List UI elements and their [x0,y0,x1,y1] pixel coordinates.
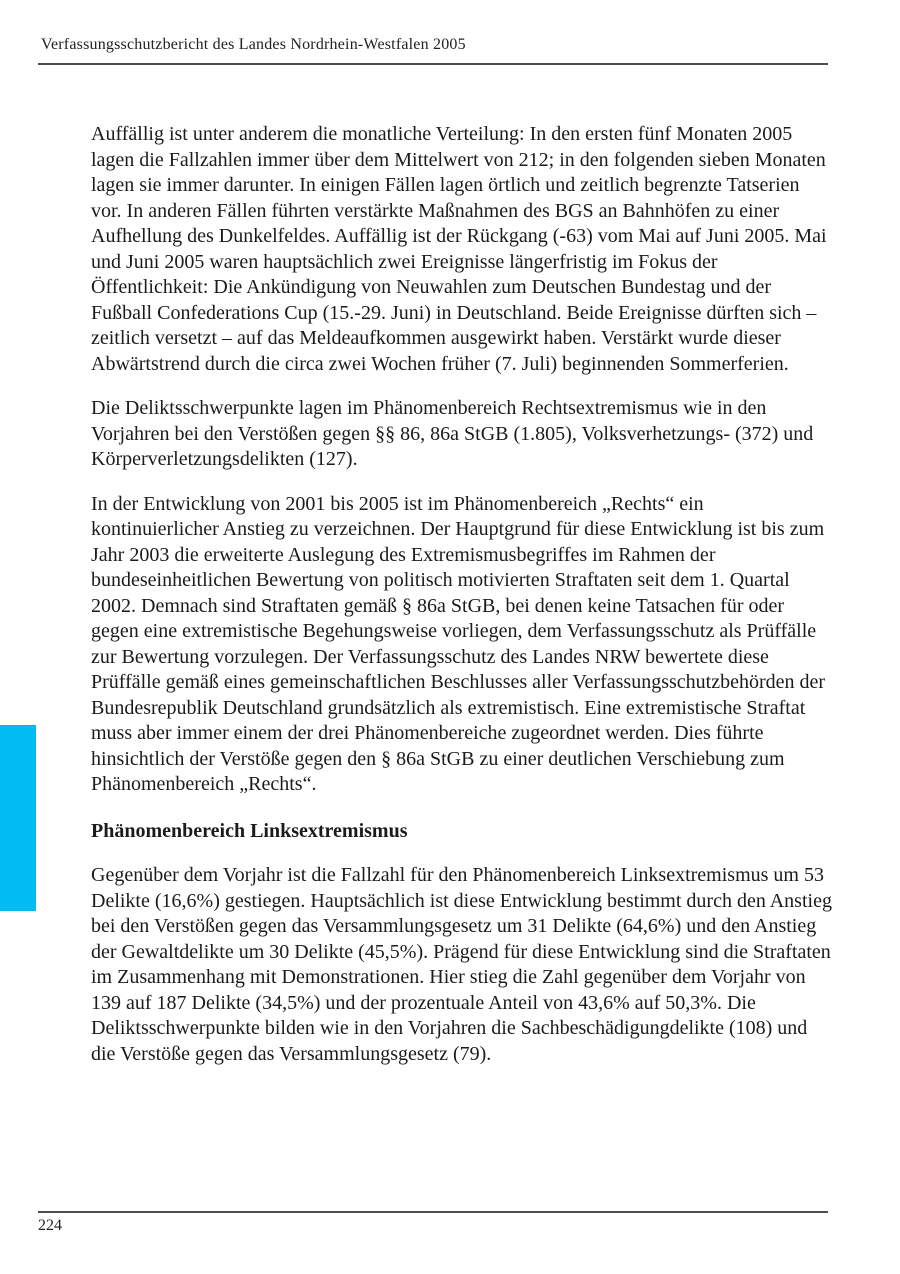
footer-rule [38,1211,828,1213]
running-header-title: Verfassungsschutzbericht des Landes Nordrhein-Westfalen 2005 [41,36,466,53]
page-content [91,122,832,1086]
page-number: 224 [38,1217,62,1234]
paragraph-linksextremismus-fallzahl: Gegenüber dem Vorjahr ist die Fallzahl für den Phänomenbereich Linksextremismus um 53 Delikte (16,6%) gestiegen. Hauptsächlich ist diese Entwicklung bestimmt durch den Anstieg bei den Verstößen gegen das Versammlungsgesetz um 31 Delikte (64,6%) und den Anstieg der Gewaltdelikte um 30 Delikte (45,5%). Prägend für diese Entwicklung sind die Straftaten im Zusammenhang mit Demonstrationen. Hier stieg die Zahl gegenüber dem Vorjahr von 139 auf 187 Delikte (34,5%) und der prozentuale Anteil von 43,6% auf 50,3%. Die Deliktsschwerpunkte bilden wie in den Vorjahren die Sachbeschädigungdelikte (108) und die Verstöße gegen das Versammlungsgesetz (79). [91,864,832,1065]
margin-accent-bar [0,725,36,911]
paragraph-deliktsschwerpunkte-rechts: Die Deliktsschwerpunkte lagen im Phänomenbereich Rechtsextremismus wie in den Vorjahren bei den Verstößen gegen §§ 86, 86a StGB (1.805), Volksverhetzungs- (372) und Körperverletzungsdelikten (127). [91,397,814,470]
paragraph-entwicklung-2001-2005: In der Entwicklung von 2001 bis 2005 ist im Phänomenbereich „Rechts“ ein kontinuierlicher Anstieg zu verzeichnen. Der Hauptgrund für diese Entwicklung ist bis zum Jahr 2003 die erweiterte Auslegung des Extremismusbegriffes im Rahmen der bundeseinheitlichen Bewertung von politisch motivierten Straftaten seit dem 1. Quartal 2002. Demnach sind Straftaten gemäß § 86a StGB, bei denen keine Tatsachen für oder gegen eine extremistische Begehungsweise vorliegen, dem Verfassungsschutz als Prüffälle zur Bewertung vorzulegen. Der Verfassungsschutz des Landes NRW bewertete diese Prüffälle gemäß eines gemeinschaftlichen Beschlusses aller Verfassungsschutzbehörden der Bundesrepublik Deutschland grundsätzlich als extremistisch. Eine extremistische Straftat muss aber immer einem der drei Phänomenbereiche zugeordnet werden. Dies führte hinsichtlich der Verstöße gegen den § 86a StGB zu einer deutlichen Verschiebung zum Phänomenbereich „Rechts“. [91,492,826,795]
paragraph-monthly-distribution: Auffällig ist unter anderem die monatliche Verteilung: In den ersten fünf Monaten 2005 lagen die Fallzahlen immer über dem Mittelwert von 212; in den folgenden sieben Monaten lagen sie immer darunter. In einigen Fällen lagen örtlich und zeitlich begrenzte Tatserien vor. In anderen Fällen führten verstärkte Maßnahmen des BGS an Bahnhöfen zu einer Aufhellung des Dunkelfeldes. Auffällig ist der Rückgang (-63) vom Mai auf Juni 2005. Mai und Juni 2005 waren hauptsächlich zwei Ereignisse längerfristig im Fokus der Öffentlichkeit: Die Ankündigung von Neuwahlen zum Deutschen Bundestag und der Fußball Confederations Cup (15.-29. Juni) in Deutschland. Beide Ereignisse dürften sich – zeitlich versetzt – auf das Meldeaufkommen ausgewirkt haben. Verstärkt wurde dieser Abwärtstrend durch die circa zwei Wochen früher (7. Juli) beginnenden Sommerferien. [91,123,827,375]
header-rule [38,63,828,65]
section-heading-linksextremismus: Phänomenbereich Linksextremismus [91,819,408,842]
